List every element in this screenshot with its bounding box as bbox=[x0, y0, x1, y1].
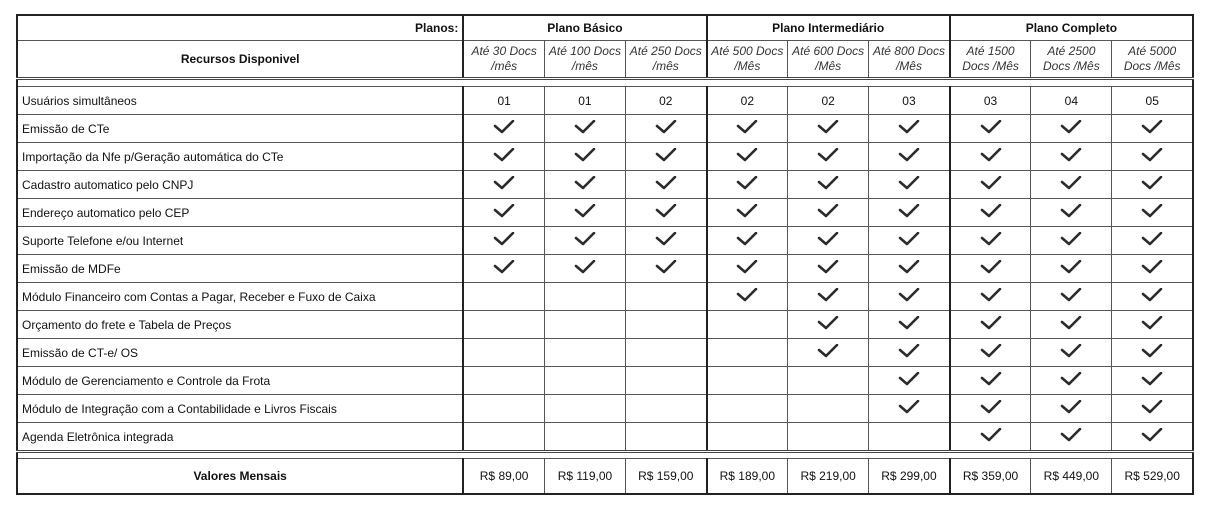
check-icon bbox=[1141, 176, 1163, 190]
price-row bbox=[17, 459, 1193, 495]
feature-cell-included bbox=[1031, 311, 1112, 339]
check-icon bbox=[1060, 428, 1082, 442]
feature-cell-included bbox=[1031, 367, 1112, 395]
feature-name: Orçamento do frete e Tabela de Preços bbox=[17, 311, 463, 339]
group-header-row bbox=[17, 15, 1193, 41]
check-icon bbox=[1141, 232, 1163, 246]
feature-cell-included bbox=[625, 199, 706, 227]
check-icon bbox=[736, 232, 758, 246]
feature-cell-empty bbox=[544, 311, 625, 339]
feature-row bbox=[17, 143, 1193, 171]
feature-cell-included bbox=[950, 367, 1031, 395]
feature-cell-included bbox=[1031, 283, 1112, 311]
feature-cell-included bbox=[869, 283, 950, 311]
check-icon bbox=[736, 260, 758, 274]
tier-docs-limit: Até 30 Docs bbox=[471, 44, 537, 58]
plan-price: R$ 359,00 bbox=[950, 459, 1031, 495]
check-icon bbox=[574, 148, 596, 162]
feature-cell-empty bbox=[869, 423, 950, 452]
feature-cell-empty bbox=[707, 423, 788, 452]
check-icon bbox=[655, 232, 677, 246]
tier-header-row bbox=[17, 41, 1193, 79]
check-icon bbox=[1141, 428, 1163, 442]
feature-cell-empty bbox=[788, 395, 869, 423]
check-icon bbox=[980, 204, 1002, 218]
feature-cell-empty bbox=[788, 367, 869, 395]
tier-header bbox=[950, 41, 1031, 79]
feature-cell-included bbox=[544, 143, 625, 171]
feature-cell-included bbox=[788, 171, 869, 199]
feature-cell-empty bbox=[463, 423, 544, 452]
feature-row bbox=[17, 423, 1193, 452]
check-icon bbox=[1060, 232, 1082, 246]
feature-cell-included bbox=[1031, 199, 1112, 227]
feature-cell-included bbox=[707, 227, 788, 255]
feature-cell-empty bbox=[544, 395, 625, 423]
feature-cell-included bbox=[788, 255, 869, 283]
feature-cell-empty bbox=[625, 339, 706, 367]
check-icon bbox=[574, 204, 596, 218]
feature-cell-empty bbox=[463, 311, 544, 339]
feature-cell-included bbox=[1112, 367, 1193, 395]
check-icon bbox=[493, 120, 515, 134]
feature-cell-included bbox=[707, 283, 788, 311]
feature-cell-included bbox=[950, 339, 1031, 367]
feature-cell-included bbox=[707, 199, 788, 227]
tier-period: /Mês bbox=[734, 59, 761, 73]
check-icon bbox=[493, 204, 515, 218]
check-icon bbox=[1060, 288, 1082, 302]
feature-cell-included bbox=[625, 143, 706, 171]
check-icon bbox=[1141, 344, 1163, 358]
feature-cell-included bbox=[788, 199, 869, 227]
tier-period: /Mês bbox=[895, 59, 922, 73]
feature-row bbox=[17, 255, 1193, 283]
check-icon bbox=[898, 176, 920, 190]
feature-row bbox=[17, 283, 1193, 311]
feature-cell-included bbox=[1031, 227, 1112, 255]
check-icon bbox=[980, 288, 1002, 302]
feature-cell-included bbox=[1031, 171, 1112, 199]
check-icon bbox=[574, 176, 596, 190]
feature-cell-empty bbox=[625, 283, 706, 311]
check-icon bbox=[1060, 372, 1082, 386]
feature-cell-value: 01 bbox=[463, 87, 544, 115]
tier-period: Docs /Mês bbox=[1043, 59, 1100, 73]
check-icon bbox=[898, 316, 920, 330]
feature-row bbox=[17, 87, 1193, 115]
check-icon bbox=[898, 372, 920, 386]
feature-cell-included bbox=[950, 171, 1031, 199]
feature-cell-value: 02 bbox=[625, 87, 706, 115]
feature-cell-included bbox=[707, 255, 788, 283]
check-icon bbox=[1141, 372, 1163, 386]
feature-cell-included bbox=[1031, 115, 1112, 143]
feature-name: Módulo de Integração com a Contabilidade e Livros Fiscais bbox=[17, 395, 463, 423]
check-icon bbox=[980, 400, 1002, 414]
feature-cell-included bbox=[788, 227, 869, 255]
feature-name: Emissão de CT-e/ OS bbox=[17, 339, 463, 367]
feature-name: Módulo Financeiro com Contas a Pagar, Receber e Fuxo de Caixa bbox=[17, 283, 463, 311]
check-icon bbox=[655, 260, 677, 274]
feature-cell-included bbox=[625, 227, 706, 255]
feature-name: Cadastro automatico pelo CNPJ bbox=[17, 171, 463, 199]
check-icon bbox=[817, 148, 839, 162]
feature-cell-included bbox=[707, 115, 788, 143]
plan-price: R$ 89,00 bbox=[463, 459, 544, 495]
feature-cell-included bbox=[544, 171, 625, 199]
feature-cell-included bbox=[1112, 255, 1193, 283]
check-icon bbox=[980, 428, 1002, 442]
tier-period: /mês bbox=[652, 59, 679, 73]
feature-cell-included bbox=[707, 143, 788, 171]
feature-name: Importação da Nfe p/Geração automática do CTe bbox=[17, 143, 463, 171]
feature-cell-value: 02 bbox=[707, 87, 788, 115]
feature-cell-included bbox=[1031, 143, 1112, 171]
check-icon bbox=[898, 204, 920, 218]
feature-cell-empty bbox=[463, 339, 544, 367]
feature-name: Endereço automatico pelo CEP bbox=[17, 199, 463, 227]
feature-cell-included bbox=[1112, 395, 1193, 423]
feature-cell-empty bbox=[625, 423, 706, 452]
feature-cell-value: 02 bbox=[788, 87, 869, 115]
plan-price: R$ 529,00 bbox=[1112, 459, 1193, 495]
feature-cell-value: 03 bbox=[950, 87, 1031, 115]
feature-row bbox=[17, 199, 1193, 227]
plans-table bbox=[16, 14, 1194, 495]
feature-cell-included bbox=[1112, 423, 1193, 452]
feature-cell-included bbox=[463, 255, 544, 283]
feature-cell-included bbox=[950, 283, 1031, 311]
feature-cell-included bbox=[707, 171, 788, 199]
feature-cell-included bbox=[1112, 311, 1193, 339]
feature-cell-included bbox=[950, 227, 1031, 255]
tier-period: /Mês bbox=[815, 59, 842, 73]
feature-name: Usuários simultâneos bbox=[17, 87, 463, 115]
plan-basico-title: Plano Básico bbox=[463, 15, 706, 41]
tier-docs-limit: Até 2500 bbox=[1047, 44, 1096, 58]
feature-cell-empty bbox=[544, 283, 625, 311]
feature-name: Emissão de CTe bbox=[17, 115, 463, 143]
feature-cell-included bbox=[1031, 255, 1112, 283]
check-icon bbox=[1060, 204, 1082, 218]
tier-period: Docs /Mês bbox=[1123, 59, 1181, 73]
check-icon bbox=[1141, 148, 1163, 162]
check-icon bbox=[1060, 316, 1082, 330]
feature-cell-included bbox=[1112, 143, 1193, 171]
check-icon bbox=[817, 176, 839, 190]
feature-cell-included bbox=[869, 227, 950, 255]
feature-cell-included bbox=[1112, 339, 1193, 367]
check-icon bbox=[736, 288, 758, 302]
feature-cell-included bbox=[950, 423, 1031, 452]
feature-cell-included bbox=[869, 255, 950, 283]
check-icon bbox=[1060, 120, 1082, 134]
check-icon bbox=[898, 400, 920, 414]
check-icon bbox=[817, 316, 839, 330]
tier-header bbox=[544, 41, 625, 79]
plans-comparison bbox=[16, 14, 1194, 495]
check-icon bbox=[980, 176, 1002, 190]
check-icon bbox=[493, 260, 515, 274]
feature-cell-included bbox=[869, 199, 950, 227]
plan-price: R$ 189,00 bbox=[707, 459, 788, 495]
feature-cell-included bbox=[463, 115, 544, 143]
tier-header bbox=[788, 41, 869, 79]
check-icon bbox=[574, 120, 596, 134]
plan-price: R$ 449,00 bbox=[1031, 459, 1112, 495]
feature-row bbox=[17, 395, 1193, 423]
feature-cell-included bbox=[1112, 171, 1193, 199]
check-icon bbox=[574, 232, 596, 246]
feature-cell-empty bbox=[544, 423, 625, 452]
check-icon bbox=[980, 232, 1002, 246]
check-icon bbox=[980, 316, 1002, 330]
check-icon bbox=[655, 204, 677, 218]
feature-cell-included bbox=[869, 395, 950, 423]
feature-cell-value: 01 bbox=[544, 87, 625, 115]
check-icon bbox=[980, 120, 1002, 134]
feature-cell-included bbox=[869, 143, 950, 171]
check-icon bbox=[980, 372, 1002, 386]
feature-cell-value: 03 bbox=[869, 87, 950, 115]
header-divider bbox=[17, 79, 1193, 87]
feature-cell-included bbox=[788, 339, 869, 367]
feature-cell-empty bbox=[707, 395, 788, 423]
feature-cell-included bbox=[869, 171, 950, 199]
feature-cell-empty bbox=[707, 367, 788, 395]
feature-cell-empty bbox=[625, 311, 706, 339]
feature-cell-empty bbox=[625, 395, 706, 423]
check-icon bbox=[817, 260, 839, 274]
check-icon bbox=[898, 120, 920, 134]
price-divider bbox=[17, 452, 1193, 459]
feature-name: Agenda Eletrônica integrada bbox=[17, 423, 463, 452]
check-icon bbox=[736, 176, 758, 190]
feature-name: Módulo de Gerenciamento e Controle da Frota bbox=[17, 367, 463, 395]
tier-docs-limit: Até 1500 bbox=[966, 44, 1015, 58]
tier-period: /mês bbox=[571, 59, 598, 73]
tier-docs-limit: Até 800 Docs bbox=[872, 44, 945, 58]
feature-cell-included bbox=[463, 143, 544, 171]
monthly-values-label: Valores Mensais bbox=[17, 459, 463, 495]
feature-name: Suporte Telefone e/ou Internet bbox=[17, 227, 463, 255]
planos-label: Planos: bbox=[17, 15, 463, 41]
feature-cell-empty bbox=[788, 423, 869, 452]
check-icon bbox=[1141, 288, 1163, 302]
tier-docs-limit: Até 500 Docs bbox=[711, 44, 784, 58]
feature-cell-included bbox=[788, 283, 869, 311]
tier-docs-limit: Até 250 Docs bbox=[629, 44, 702, 58]
check-icon bbox=[1141, 316, 1163, 330]
feature-cell-included bbox=[788, 143, 869, 171]
tier-header bbox=[625, 41, 706, 79]
check-icon bbox=[655, 120, 677, 134]
check-icon bbox=[655, 176, 677, 190]
check-icon bbox=[493, 148, 515, 162]
feature-cell-included bbox=[869, 367, 950, 395]
check-icon bbox=[898, 288, 920, 302]
check-icon bbox=[980, 148, 1002, 162]
feature-row bbox=[17, 227, 1193, 255]
check-icon bbox=[1060, 400, 1082, 414]
tier-header bbox=[1112, 41, 1193, 79]
tier-period: Docs /Mês bbox=[962, 59, 1019, 73]
check-icon bbox=[898, 148, 920, 162]
check-icon bbox=[980, 344, 1002, 358]
plan-intermediario-title: Plano Intermediário bbox=[707, 15, 950, 41]
feature-cell-empty bbox=[625, 367, 706, 395]
tier-docs-limit: Até 100 Docs bbox=[548, 44, 621, 58]
plan-price: R$ 219,00 bbox=[788, 459, 869, 495]
feature-row bbox=[17, 367, 1193, 395]
feature-cell-included bbox=[544, 115, 625, 143]
feature-cell-included bbox=[1031, 423, 1112, 452]
feature-cell-included bbox=[1031, 339, 1112, 367]
tier-header bbox=[463, 41, 544, 79]
feature-cell-included bbox=[544, 199, 625, 227]
check-icon bbox=[736, 120, 758, 134]
feature-cell-included bbox=[463, 227, 544, 255]
feature-cell-included bbox=[950, 311, 1031, 339]
feature-cell-included bbox=[1112, 115, 1193, 143]
tier-header bbox=[707, 41, 788, 79]
feature-cell-included bbox=[1112, 227, 1193, 255]
feature-cell-empty bbox=[463, 367, 544, 395]
check-icon bbox=[1060, 176, 1082, 190]
tier-docs-limit: Até 5000 bbox=[1128, 44, 1177, 58]
tier-period: /mês bbox=[491, 59, 518, 73]
tier-docs-limit: Até 600 Docs bbox=[792, 44, 865, 58]
check-icon bbox=[1060, 260, 1082, 274]
check-icon bbox=[817, 232, 839, 246]
feature-cell-included bbox=[625, 115, 706, 143]
check-icon bbox=[736, 204, 758, 218]
feature-cell-included bbox=[625, 255, 706, 283]
feature-cell-included bbox=[788, 311, 869, 339]
feature-cell-included bbox=[869, 115, 950, 143]
check-icon bbox=[898, 232, 920, 246]
feature-row bbox=[17, 115, 1193, 143]
tier-header bbox=[869, 41, 950, 79]
check-icon bbox=[1141, 400, 1163, 414]
check-icon bbox=[655, 148, 677, 162]
check-icon bbox=[980, 260, 1002, 274]
check-icon bbox=[493, 176, 515, 190]
feature-cell-value: 05 bbox=[1112, 87, 1193, 115]
feature-row bbox=[17, 339, 1193, 367]
feature-cell-included bbox=[544, 227, 625, 255]
feature-cell-included bbox=[1112, 199, 1193, 227]
feature-name: Emissão de MDFe bbox=[17, 255, 463, 283]
feature-cell-included bbox=[950, 255, 1031, 283]
feature-cell-included bbox=[625, 171, 706, 199]
check-icon bbox=[736, 148, 758, 162]
check-icon bbox=[817, 204, 839, 218]
feature-cell-included bbox=[463, 199, 544, 227]
check-icon bbox=[817, 344, 839, 358]
feature-cell-included bbox=[1112, 283, 1193, 311]
feature-cell-included bbox=[463, 171, 544, 199]
check-icon bbox=[898, 344, 920, 358]
feature-cell-empty bbox=[544, 339, 625, 367]
check-icon bbox=[1141, 204, 1163, 218]
check-icon bbox=[493, 232, 515, 246]
check-icon bbox=[898, 260, 920, 274]
feature-row bbox=[17, 171, 1193, 199]
feature-row bbox=[17, 311, 1193, 339]
feature-cell-empty bbox=[707, 311, 788, 339]
check-icon bbox=[1060, 148, 1082, 162]
feature-cell-included bbox=[950, 143, 1031, 171]
check-icon bbox=[1060, 344, 1082, 358]
feature-cell-empty bbox=[463, 395, 544, 423]
feature-cell-value: 04 bbox=[1031, 87, 1112, 115]
check-icon bbox=[1141, 120, 1163, 134]
plan-price: R$ 159,00 bbox=[625, 459, 706, 495]
tier-header bbox=[1031, 41, 1112, 79]
feature-cell-included bbox=[544, 255, 625, 283]
feature-cell-included bbox=[788, 115, 869, 143]
plan-price: R$ 119,00 bbox=[544, 459, 625, 495]
check-icon bbox=[817, 288, 839, 302]
feature-cell-empty bbox=[544, 367, 625, 395]
feature-cell-empty bbox=[463, 283, 544, 311]
feature-cell-empty bbox=[707, 339, 788, 367]
feature-cell-included bbox=[950, 199, 1031, 227]
feature-cell-included bbox=[1031, 395, 1112, 423]
check-icon bbox=[817, 120, 839, 134]
feature-cell-included bbox=[950, 395, 1031, 423]
check-icon bbox=[574, 260, 596, 274]
plan-completo-title: Plano Completo bbox=[950, 15, 1193, 41]
feature-cell-included bbox=[869, 311, 950, 339]
check-icon bbox=[1141, 260, 1163, 274]
plan-price: R$ 299,00 bbox=[869, 459, 950, 495]
feature-cell-included bbox=[950, 115, 1031, 143]
feature-cell-included bbox=[869, 339, 950, 367]
features-column-title: Recursos Disponivel bbox=[17, 41, 463, 79]
